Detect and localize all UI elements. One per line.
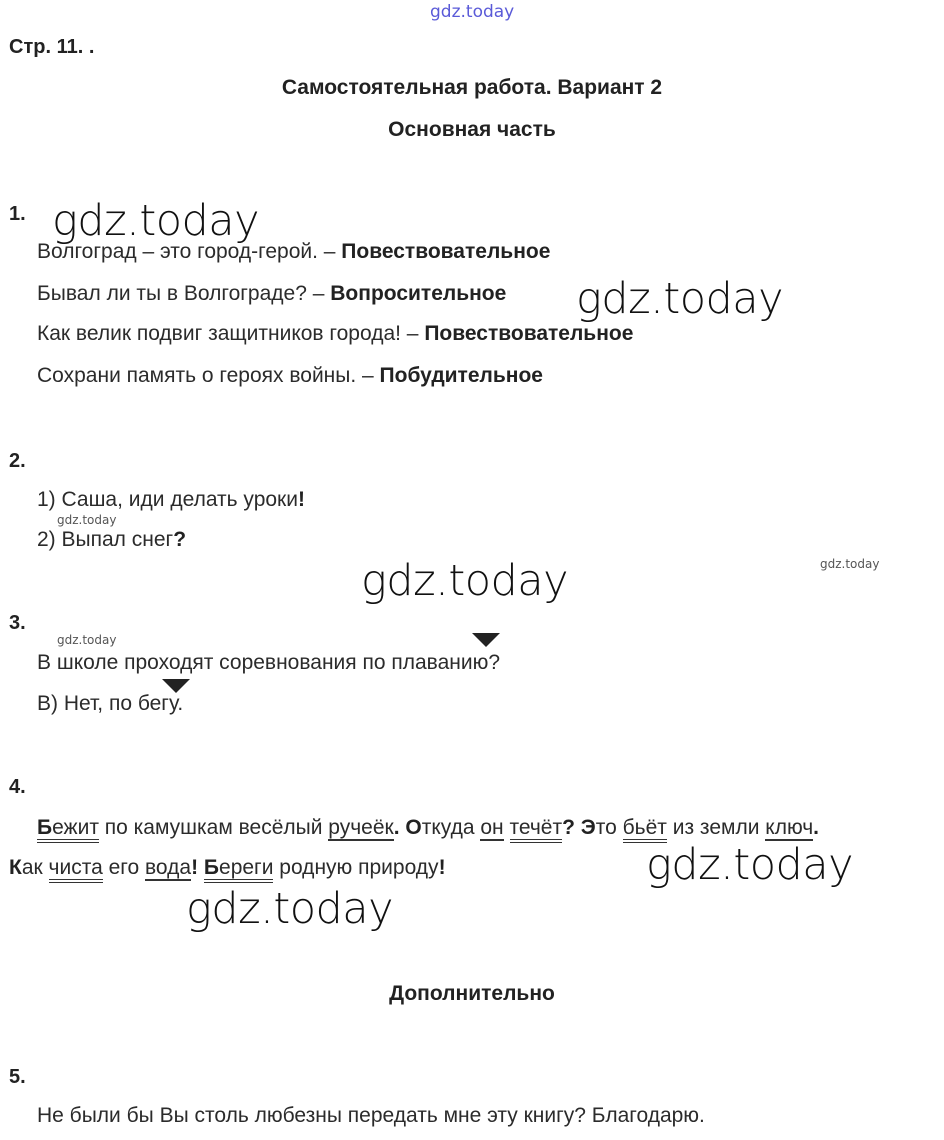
task-1-line-3: Как велик подвиг защитников города! – Повествовательное	[37, 322, 634, 345]
task-1-line-2: Бывал ли ты в Волгограде? – Вопросительное	[37, 282, 507, 305]
intonation-stress-mark	[162, 679, 190, 693]
watermark-small: gdz.today	[57, 513, 117, 527]
task-4-number: 4.	[9, 776, 26, 798]
section-subtitle: Основная часть	[388, 118, 556, 141]
page-title: Самостоятельная работа. Вариант 2	[281, 76, 663, 99]
extra-heading: Дополнительно	[389, 982, 555, 1005]
top-watermark: gdz.today	[430, 2, 515, 22]
watermark-big: gdz.today	[576, 274, 784, 324]
task-3-number: 3.	[9, 612, 26, 634]
task-3-line-2: В) Нет, по бегу.	[37, 692, 184, 715]
watermark-big: gdz.today	[186, 884, 394, 934]
task-2-line-1: 1) Саша, иди делать уроки!	[37, 488, 305, 511]
task-5-number: 5.	[9, 1066, 26, 1088]
task-4-line-1: Бежит по камушкам весёлый ручеёк. Откуда он течёт? Это бьёт из земли ключ.	[37, 816, 819, 840]
task-2-number: 2.	[9, 450, 26, 472]
task-5-line: Не были бы Вы столь любезны передать мне эту книгу? Благодарю.	[37, 1104, 705, 1127]
task-3-line-1: В школе проходят соревнования по плаванию?	[37, 651, 501, 674]
task-1-line-4: Сохрани память о героях войны. – Побудительное	[37, 364, 543, 387]
watermark-big: gdz.today	[361, 556, 569, 606]
task-2-line-2: 2) Выпал снег?	[37, 528, 187, 551]
task-1-line-1: Волгоград – это город-герой. – Повествовательное	[37, 240, 551, 263]
watermark-small: gdz.today	[820, 557, 880, 571]
watermark-big: gdz.today	[52, 196, 260, 246]
page-reference: Стр. 11. .	[9, 36, 95, 58]
intonation-stress-mark	[472, 633, 500, 647]
task-4-line-2: Как чиста его вода! Береги родную природу!	[9, 856, 446, 880]
watermark-small: gdz.today	[57, 633, 117, 647]
watermark-big: gdz.today	[646, 840, 854, 890]
task-1-number: 1.	[9, 203, 26, 225]
